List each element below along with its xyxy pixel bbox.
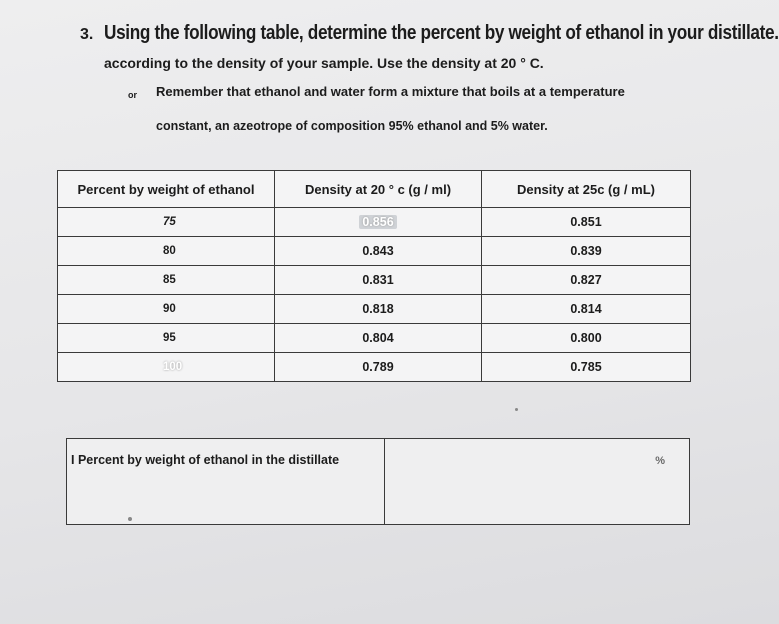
question-number: 3. [80,26,94,43]
note-marker: or [128,90,137,100]
table-row [58,295,691,324]
density-25c-cell: 0.800 [482,324,691,353]
header-percent: Percent by weight of ethanol [58,171,275,208]
percent-cell: 100 [58,353,275,382]
density-25c-cell: 0.851 [482,208,691,237]
question-text: Using the following table, determine the percent by weight of ethanol in your distillate. [104,22,779,44]
header-density-20c: Density at 20 ° c (g / ml) [275,171,482,208]
answer-table [66,438,690,525]
percent-cell: 80 [58,237,275,266]
table-header-row [58,171,691,208]
answer-input-cell[interactable] [385,439,690,525]
table-row [58,237,691,266]
answer-row [67,439,690,525]
question-text-continued: according to the density of your sample. Use the density at 20 ° C. [104,55,544,71]
percent-cell: 95 [58,324,275,353]
note-text-continued: constant, an azeotrope of composition 95% ethanol and 5% water. [156,119,548,133]
percent-sign: % [655,455,665,467]
density-20c-cell: 0.856 [275,208,482,237]
percent-cell: 75 [58,208,275,237]
table-row [58,324,691,353]
density-25c-cell: 0.785 [482,353,691,382]
percent-cell: 90 [58,295,275,324]
density-25c-cell: 0.827 [482,266,691,295]
header-density-25c: Density at 25c (g / mL) [482,171,691,208]
paper-speck [128,517,132,521]
density-20c-cell: 0.804 [275,324,482,353]
answer-label: I Percent by weight of ethanol in the distillate [67,439,385,525]
density-table [57,170,691,382]
density-20c-cell: 0.831 [275,266,482,295]
density-25c-cell: 0.839 [482,237,691,266]
note-text: Remember that ethanol and water form a mixture that boils at a temperature [156,84,625,99]
density-20c-cell: 0.843 [275,237,482,266]
percent-cell: 85 [58,266,275,295]
table-row [58,266,691,295]
density-25c-cell: 0.814 [482,295,691,324]
table-row [58,353,691,382]
density-20c-cell: 0.818 [275,295,482,324]
paper-speck [515,408,518,411]
density-20c-cell: 0.789 [275,353,482,382]
table-row [58,208,691,237]
